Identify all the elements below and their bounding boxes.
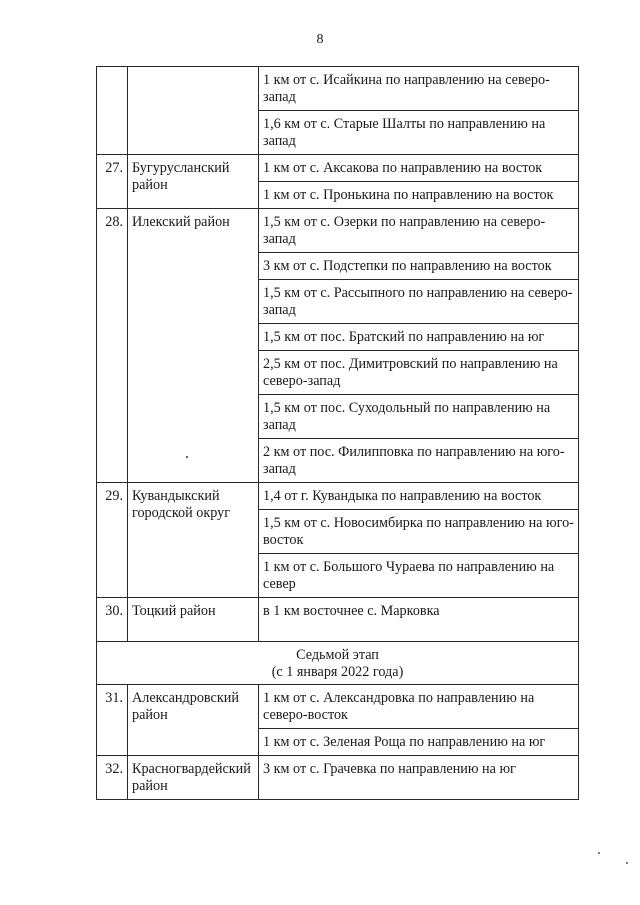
location-cell: 3 км от с. Грачевка по направлению на юг [259,756,579,800]
row-number-cell: 27. [97,155,128,209]
table-row [97,685,579,729]
location-cell: 1 км от с. Пронькина по направлению на восток [259,182,579,209]
location-cell: 1 км от с. Зеленая Роща по направлению на юг [259,729,579,756]
row-number-cell: 29. [97,483,128,598]
location-cell: в 1 км восточнее с. Марковка [259,598,579,642]
location-cell: 1,5 км от с. Новосимбирка по направлению на юго-восток [259,510,579,554]
scan-speck [598,852,600,854]
district-cell: Красногвардейский район [128,756,259,800]
location-cell: 1,5 км от с. Рассыпного по направлению на северо-запад [259,280,579,324]
district-cell: Тоцкий район [128,598,259,642]
row-number-cell: 30. [97,598,128,642]
district-cell: Кувандыкский городской округ [128,483,259,598]
location-cell: 1,5 км от с. Озерки по направлению на северо-запад [259,209,579,253]
locations-table [96,66,579,800]
stage-title: Седьмой этап [296,647,379,663]
stage-subtitle: (с 1 января 2022 года) [271,664,404,680]
location-cell: 1,5 км от пос. Суходольный по направлению на запад [259,395,579,439]
row-number-cell [97,67,128,155]
row-number-cell: 32. [97,756,128,800]
location-cell: 1 км от с. Большого Чураева по направлению на север [259,554,579,598]
row-number-cell: 28. [97,209,128,483]
location-cell: 2 км от пос. Филипповка по направлению на юго-запад [259,439,579,483]
location-cell: 1,4 от г. Кувандыка по направлению на восток [259,483,579,510]
table-row [97,756,579,800]
stage-header-cell [97,642,579,685]
district-cell: Илекский район [128,209,259,483]
location-cell: 1 км от с. Аксакова по направлению на восток [259,155,579,182]
table-row [97,209,579,253]
row-number-cell: 31. [97,685,128,756]
scan-speck [626,862,628,864]
scan-dot [186,456,188,458]
district-cell [128,67,259,155]
location-cell: 1,6 км от с. Старые Шалты по направлению на запад [259,111,579,155]
table-row [97,483,579,510]
stage-row [97,642,579,685]
location-cell: 1 км от с. Александровка по направлению на северо-восток [259,685,579,729]
location-cell: 1,5 км от пос. Братский по направлению на юг [259,324,579,351]
district-cell: Бугурусланский район [128,155,259,209]
location-cell: 1 км от с. Исайкина по направлению на северо-запад [259,67,579,111]
table-row [97,598,579,642]
table-row [97,155,579,182]
table-row [97,67,579,111]
page-number: 8 [316,32,324,47]
location-cell: 2,5 км от пос. Димитровский по направлению на северо-запад [259,351,579,395]
district-cell: Александровский район [128,685,259,756]
table-body [97,67,579,800]
location-cell: 3 км от с. Подстепки по направлению на восток [259,253,579,280]
